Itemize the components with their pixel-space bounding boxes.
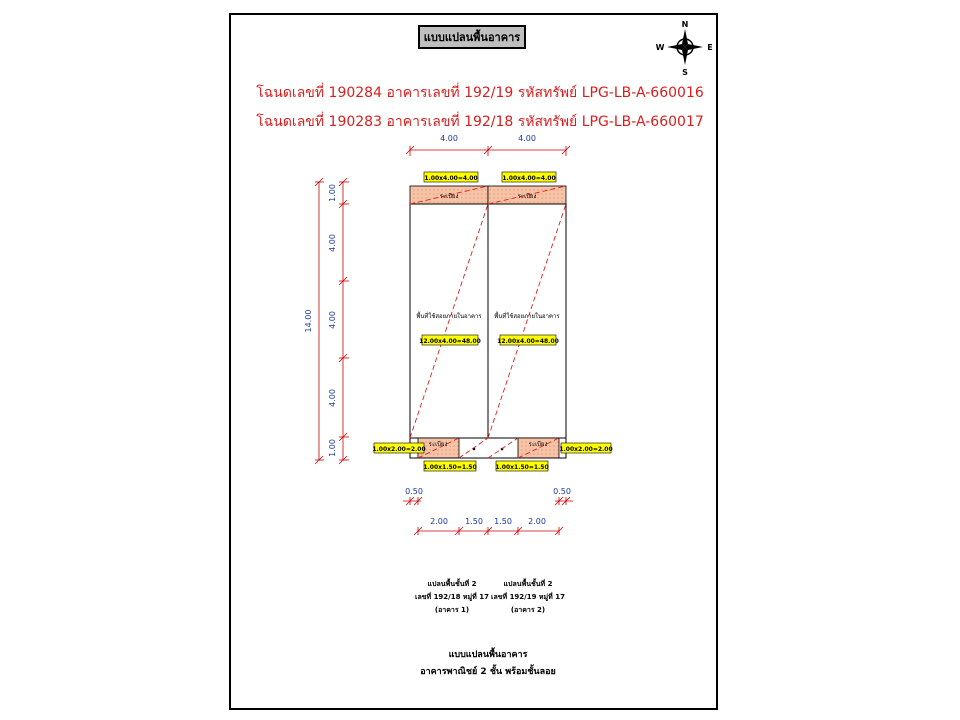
caption-right-line-1: แปลนพื้นชั้นที่ 2 <box>503 580 553 588</box>
caption-left-line-2: เลขที่ 192/18 หมู่ที่ 17 <box>415 593 489 601</box>
bottom-dimensions <box>403 497 573 535</box>
dim-bottom-4: 2.00 <box>528 517 546 526</box>
dim-bottom-side-right: 0.50 <box>553 487 571 496</box>
dim-top-left: 4.00 <box>440 134 458 143</box>
footer-title: แบบแปลนพื้นอาคาร <box>448 650 528 660</box>
front-center-area-right: 1.00x1.50=1.50 <box>495 464 549 471</box>
dim-bottom-1: 2.00 <box>430 517 448 526</box>
front-left-area: 1.00x2.00=2.00 <box>372 446 426 453</box>
compass-west-label: W <box>655 43 665 52</box>
front-right-area: 1.00x2.00=2.00 <box>559 446 613 453</box>
front-balcony-text-right: ระเบียง <box>528 441 548 448</box>
usable-area-right: 12.00x4.00=48.00 <box>497 338 559 345</box>
plan-title: แบบแปลนพื้นอาคาร <box>423 31 521 44</box>
compass-icon <box>656 20 713 77</box>
caption-left-line-3: (อาคาร 1) <box>434 606 470 614</box>
caption-right-line-2: เลขที่ 192/19 หมู่ที่ 17 <box>491 593 565 601</box>
dim-left-1: 1.00 <box>328 184 337 202</box>
compass-south-label: S <box>682 68 688 77</box>
compass-north-label: N <box>681 20 689 29</box>
deed-line-1: โฉนดเลขที่ 190284 อาคารเลขที่ 192/19 รหัสทรัพย์ LPG-LB-A-660016 <box>256 85 704 101</box>
caption-right-line-3: (อาคาร 2) <box>510 606 546 614</box>
rear-balcony-text-left: ระเบียง <box>439 193 459 200</box>
rear-balcony-area-left: 1.00x4.00=4.00 <box>424 175 478 182</box>
top-dimensions <box>406 146 570 156</box>
rear-balcony-text-right: ระเบียง <box>517 193 537 200</box>
dim-left-5: 1.00 <box>328 439 337 457</box>
caption-left-line-1: แปลนพื้นชั้นที่ 2 <box>427 580 477 588</box>
usable-area-text-left: พื้นที่ใช้สอยภายในอาคาร <box>416 313 482 320</box>
dim-bottom-side-left: 0.50 <box>405 487 423 496</box>
dim-left-4: 4.00 <box>328 389 337 407</box>
compass-east-label: E <box>707 43 713 52</box>
rear-balcony-area-right: 1.00x4.00=4.00 <box>502 175 556 182</box>
deed-line-2: โฉนดเลขที่ 190283 อาคารเลขที่ 192/18 รหัสทรัพย์ LPG-LB-A-660017 <box>256 114 704 130</box>
footer-subtitle: อาคารพาณิชย์ 2 ชั้น พร้อมชั้นลอย <box>420 667 556 677</box>
dim-total-depth: 14.00 <box>304 309 313 333</box>
dim-top-right: 4.00 <box>518 134 536 143</box>
dim-bottom-3: 1.50 <box>494 517 512 526</box>
dim-left-3: 4.00 <box>328 311 337 329</box>
usable-area-left: 12.00x4.00=48.00 <box>419 338 481 345</box>
dim-left-2: 4.00 <box>328 234 337 252</box>
front-center-area-left: 1.00x1.50=1.50 <box>423 464 477 471</box>
usable-area-text-right: พื้นที่ใช้สอยภายในอาคาร <box>494 313 560 320</box>
front-balcony-text-left: ระเบียง <box>428 441 448 448</box>
dim-bottom-2: 1.50 <box>465 517 483 526</box>
